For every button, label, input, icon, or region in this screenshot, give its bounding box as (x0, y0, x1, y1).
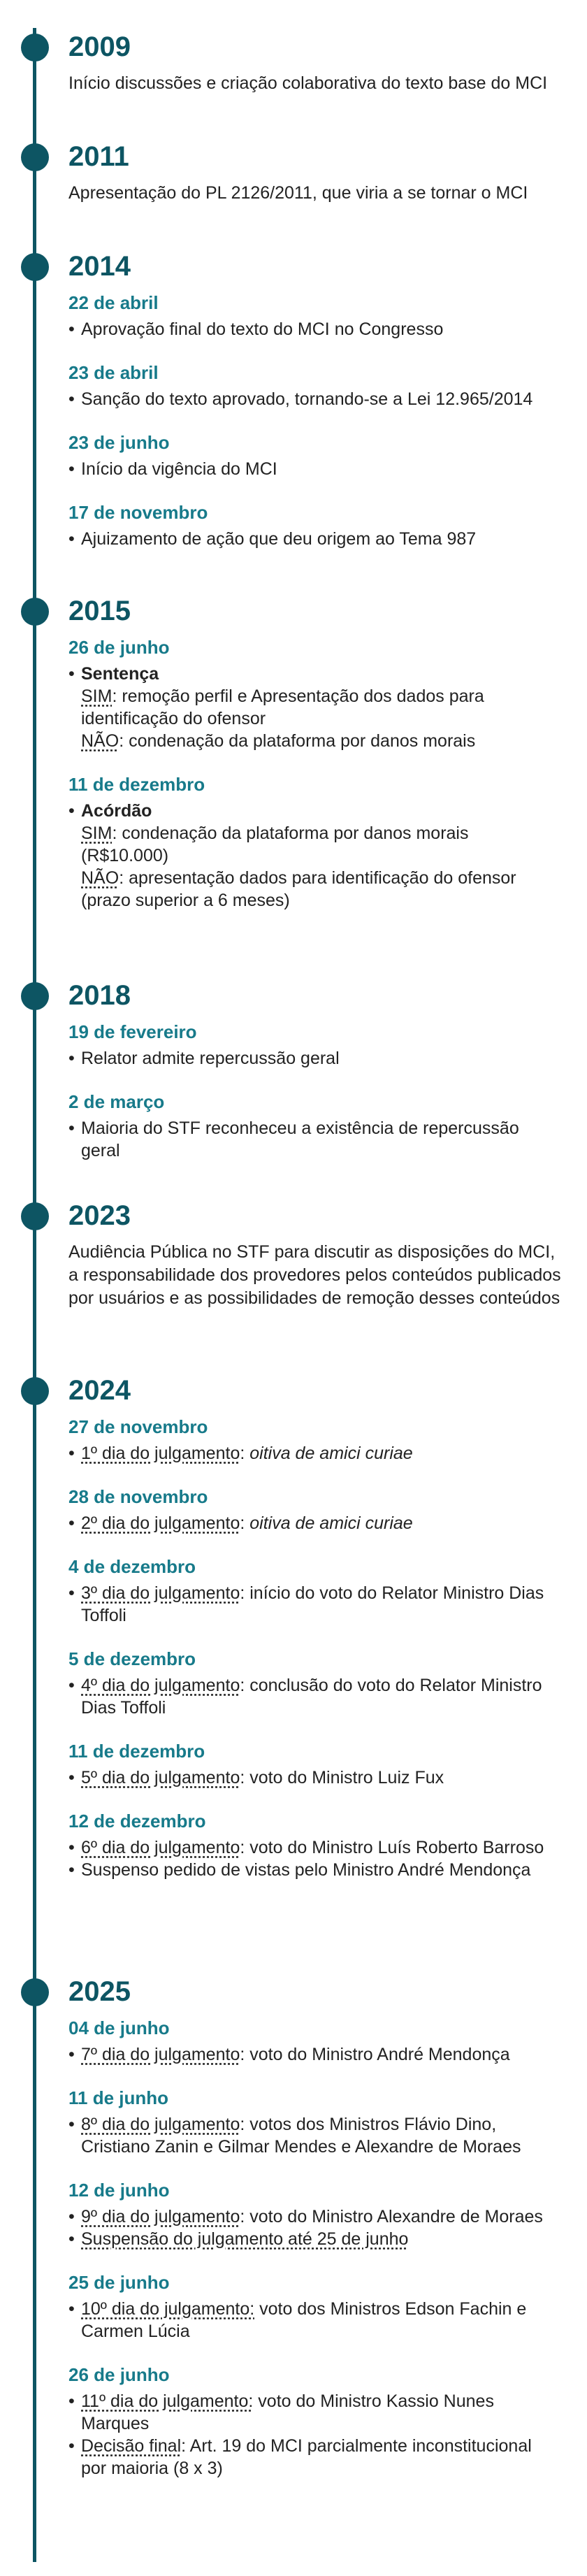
event-date: 26 de junho (68, 637, 170, 658)
event-item (68, 800, 558, 912)
event-date: 17 de novembro (68, 502, 208, 523)
event-text: voto do Ministro Kassio Nunes Marques (81, 2391, 494, 2433)
event-item: • Maioria do STF reconheceu a existência de repercussão geral (68, 1117, 558, 1162)
timeline-dot (21, 1202, 49, 1230)
event-item (68, 2298, 558, 2343)
suspension-link: Suspensão do julgamento até 25 de junho (81, 2229, 409, 2249)
event-item-extra: • Suspenso pedido de vistas pelo Ministro André Mendonça (68, 1859, 558, 1881)
event-date: 22 de abril (68, 292, 159, 313)
event (68, 2179, 558, 2250)
event-text: : votos dos Ministros Flávio Dino, Cristiano Zanin e Gilmar Mendes e Alexandre de Moraes (81, 2115, 521, 2157)
event-text: : voto do Ministro Luís Roberto Barroso (240, 1838, 544, 1857)
year-heading: 2024 (68, 1375, 131, 1406)
event-item (68, 2390, 558, 2435)
event-line-yes (81, 685, 558, 730)
year-heading: 2025 (68, 1976, 131, 2007)
year-heading: 2015 (68, 596, 131, 626)
event-line-yes (81, 822, 558, 867)
event (68, 1021, 558, 1070)
timeline-dot (21, 1377, 49, 1405)
event-item (68, 1442, 558, 1465)
timeline-dot (21, 982, 49, 1010)
event-item (68, 1836, 558, 1859)
event-date: 19 de fevereiro (68, 1021, 197, 1042)
event-date: 04 de junho (68, 2017, 170, 2038)
event (68, 636, 558, 752)
year-heading: 2011 (68, 141, 129, 172)
event-date: 23 de abril (68, 362, 159, 383)
event-date: 26 de junho (68, 2364, 170, 2385)
event-date: 28 de novembro (68, 1486, 208, 1507)
event-date: 27 de novembro (68, 1416, 208, 1437)
trial-day-link: 7º dia do julgamento (81, 2045, 240, 2064)
yes-text: : remoção perfil e Apresentação dos dados para identificação do ofensor (81, 686, 484, 728)
no-text: : condenação da plataforma por danos morais (119, 731, 476, 751)
yes-label: SIM (81, 823, 113, 843)
event (68, 2363, 558, 2480)
event (68, 2017, 558, 2066)
event-date: 4 de dezembro (68, 1556, 196, 1577)
event (68, 1810, 558, 1881)
event-text: : voto do Ministro Luiz Fux (240, 1768, 444, 1787)
event-item-extra (68, 2228, 558, 2250)
event-text: : conclusão do voto do Relator Ministro Dias Toffoli (81, 1676, 542, 1718)
trial-day-link: 8º dia do julgamento (81, 2115, 240, 2134)
trial-day-link: 1º dia do julgamento (81, 1444, 240, 1463)
no-label: NÃO (81, 868, 119, 888)
event-text: oitiva de amici curiae (249, 1513, 413, 1533)
separator: : (240, 1444, 250, 1463)
event-text: : início do voto do Relator Ministro Dias Toffoli (81, 1583, 544, 1625)
event-item (68, 1512, 558, 1534)
event (68, 1485, 558, 1534)
event (68, 361, 558, 410)
year-heading: 2014 (68, 251, 131, 282)
event-text: : voto do Ministro André Mendonça (240, 2045, 510, 2064)
year-heading: 2023 (68, 1200, 131, 1231)
event (68, 1740, 558, 1789)
event-text: oitiva de amici curiae (249, 1444, 413, 1463)
event-date: 5 de dezembro (68, 1648, 196, 1669)
event-item: • Ajuizamento de ação que deu origem ao Tema 987 (68, 528, 558, 550)
event (68, 1091, 558, 1162)
trial-day-link: 6º dia do julgamento (81, 1838, 240, 1857)
event-date: 12 de dezembro (68, 1811, 206, 1832)
event (68, 2271, 558, 2343)
year-description: Audiência Pública no STF para discutir as disposições do MCI, a responsabilidade dos provedores pelos conteúdos publicados por usuários e as possibilidades de remoção desses conteúdos (68, 1242, 561, 1308)
event-date: 25 de junho (68, 2272, 170, 2293)
event-item (68, 1766, 558, 1789)
year-heading: 2018 (68, 980, 131, 1011)
event-date: 11 de dezembro (68, 774, 205, 795)
event (68, 431, 558, 480)
event (68, 2087, 558, 2158)
year-heading: 2009 (68, 31, 131, 62)
timeline-dot (21, 143, 49, 171)
event-date: 11 de junho (68, 2087, 169, 2108)
year-description: Apresentação do PL 2126/2011, que viria a se tornar o MCI (68, 183, 528, 203)
event-item (68, 2206, 558, 2228)
event-text: : voto do Ministro Alexandre de Moraes (240, 2207, 543, 2226)
event (68, 1555, 558, 1627)
event-date: 23 de junho (68, 432, 170, 453)
event-item: • Aprovação final do texto do MCI no Congresso (68, 318, 558, 340)
event-text: voto dos Ministros Edson Fachin e Carmen Lúcia (81, 2299, 527, 2341)
event-item: • Sanção do texto aprovado, tornando-se a Lei 12.965/2014 (68, 388, 558, 410)
trial-day-link: 11º dia do julgamento: (81, 2391, 254, 2411)
trial-day-link: 10º dia do julgamento: (81, 2299, 255, 2319)
event (68, 501, 558, 550)
event (68, 1416, 558, 1465)
event-item (68, 1674, 558, 1719)
event-item: • Relator admite repercussão geral (68, 1047, 558, 1070)
no-label: NÃO (81, 731, 119, 751)
event-item-extra (68, 2435, 558, 2480)
event (68, 773, 558, 912)
no-text: : apresentação dados para identificação do ofensor (prazo superior a 6 meses) (81, 868, 516, 910)
final-decision-text: : Art. 19 do MCI parcialmente inconstitucional por maioria (8 x 3) (81, 2436, 532, 2478)
event-item (68, 2043, 558, 2066)
year-description: Início discussões e criação colaborativa do texto base do MCI (68, 73, 548, 93)
timeline-axis (33, 28, 36, 2562)
yes-label: SIM (81, 686, 113, 706)
separator: : (240, 1513, 250, 1533)
timeline-dot (21, 598, 49, 626)
event-item (68, 1582, 558, 1627)
event-date: 2 de março (68, 1091, 165, 1112)
trial-day-link: 4º dia do julgamento (81, 1676, 240, 1695)
final-decision-link: Decisão final (81, 2436, 182, 2456)
timeline-dot (21, 253, 49, 281)
timeline-dot (21, 34, 49, 62)
trial-day-link: 2º dia do julgamento (81, 1513, 240, 1533)
event (68, 1648, 558, 1719)
event-title: • Sentença (81, 664, 159, 684)
event-title: • Acórdão (81, 801, 152, 821)
trial-day-link: 5º dia do julgamento (81, 1768, 240, 1787)
yes-text: : condenação da plataforma por danos morais (R$10.000) (81, 823, 469, 865)
event-item: • Início da vigência do MCI (68, 458, 558, 480)
event-line-no (81, 867, 558, 912)
event-line-no (81, 730, 558, 752)
event (68, 292, 558, 340)
trial-day-link: 9º dia do julgamento (81, 2207, 240, 2226)
event-date: 12 de junho (68, 2180, 170, 2201)
timeline-dot (21, 1978, 49, 2006)
event-date: 11 de dezembro (68, 1741, 205, 1762)
event-item (68, 663, 558, 752)
event-item (68, 2113, 558, 2158)
trial-day-link: 3º dia do julgamento (81, 1583, 240, 1603)
